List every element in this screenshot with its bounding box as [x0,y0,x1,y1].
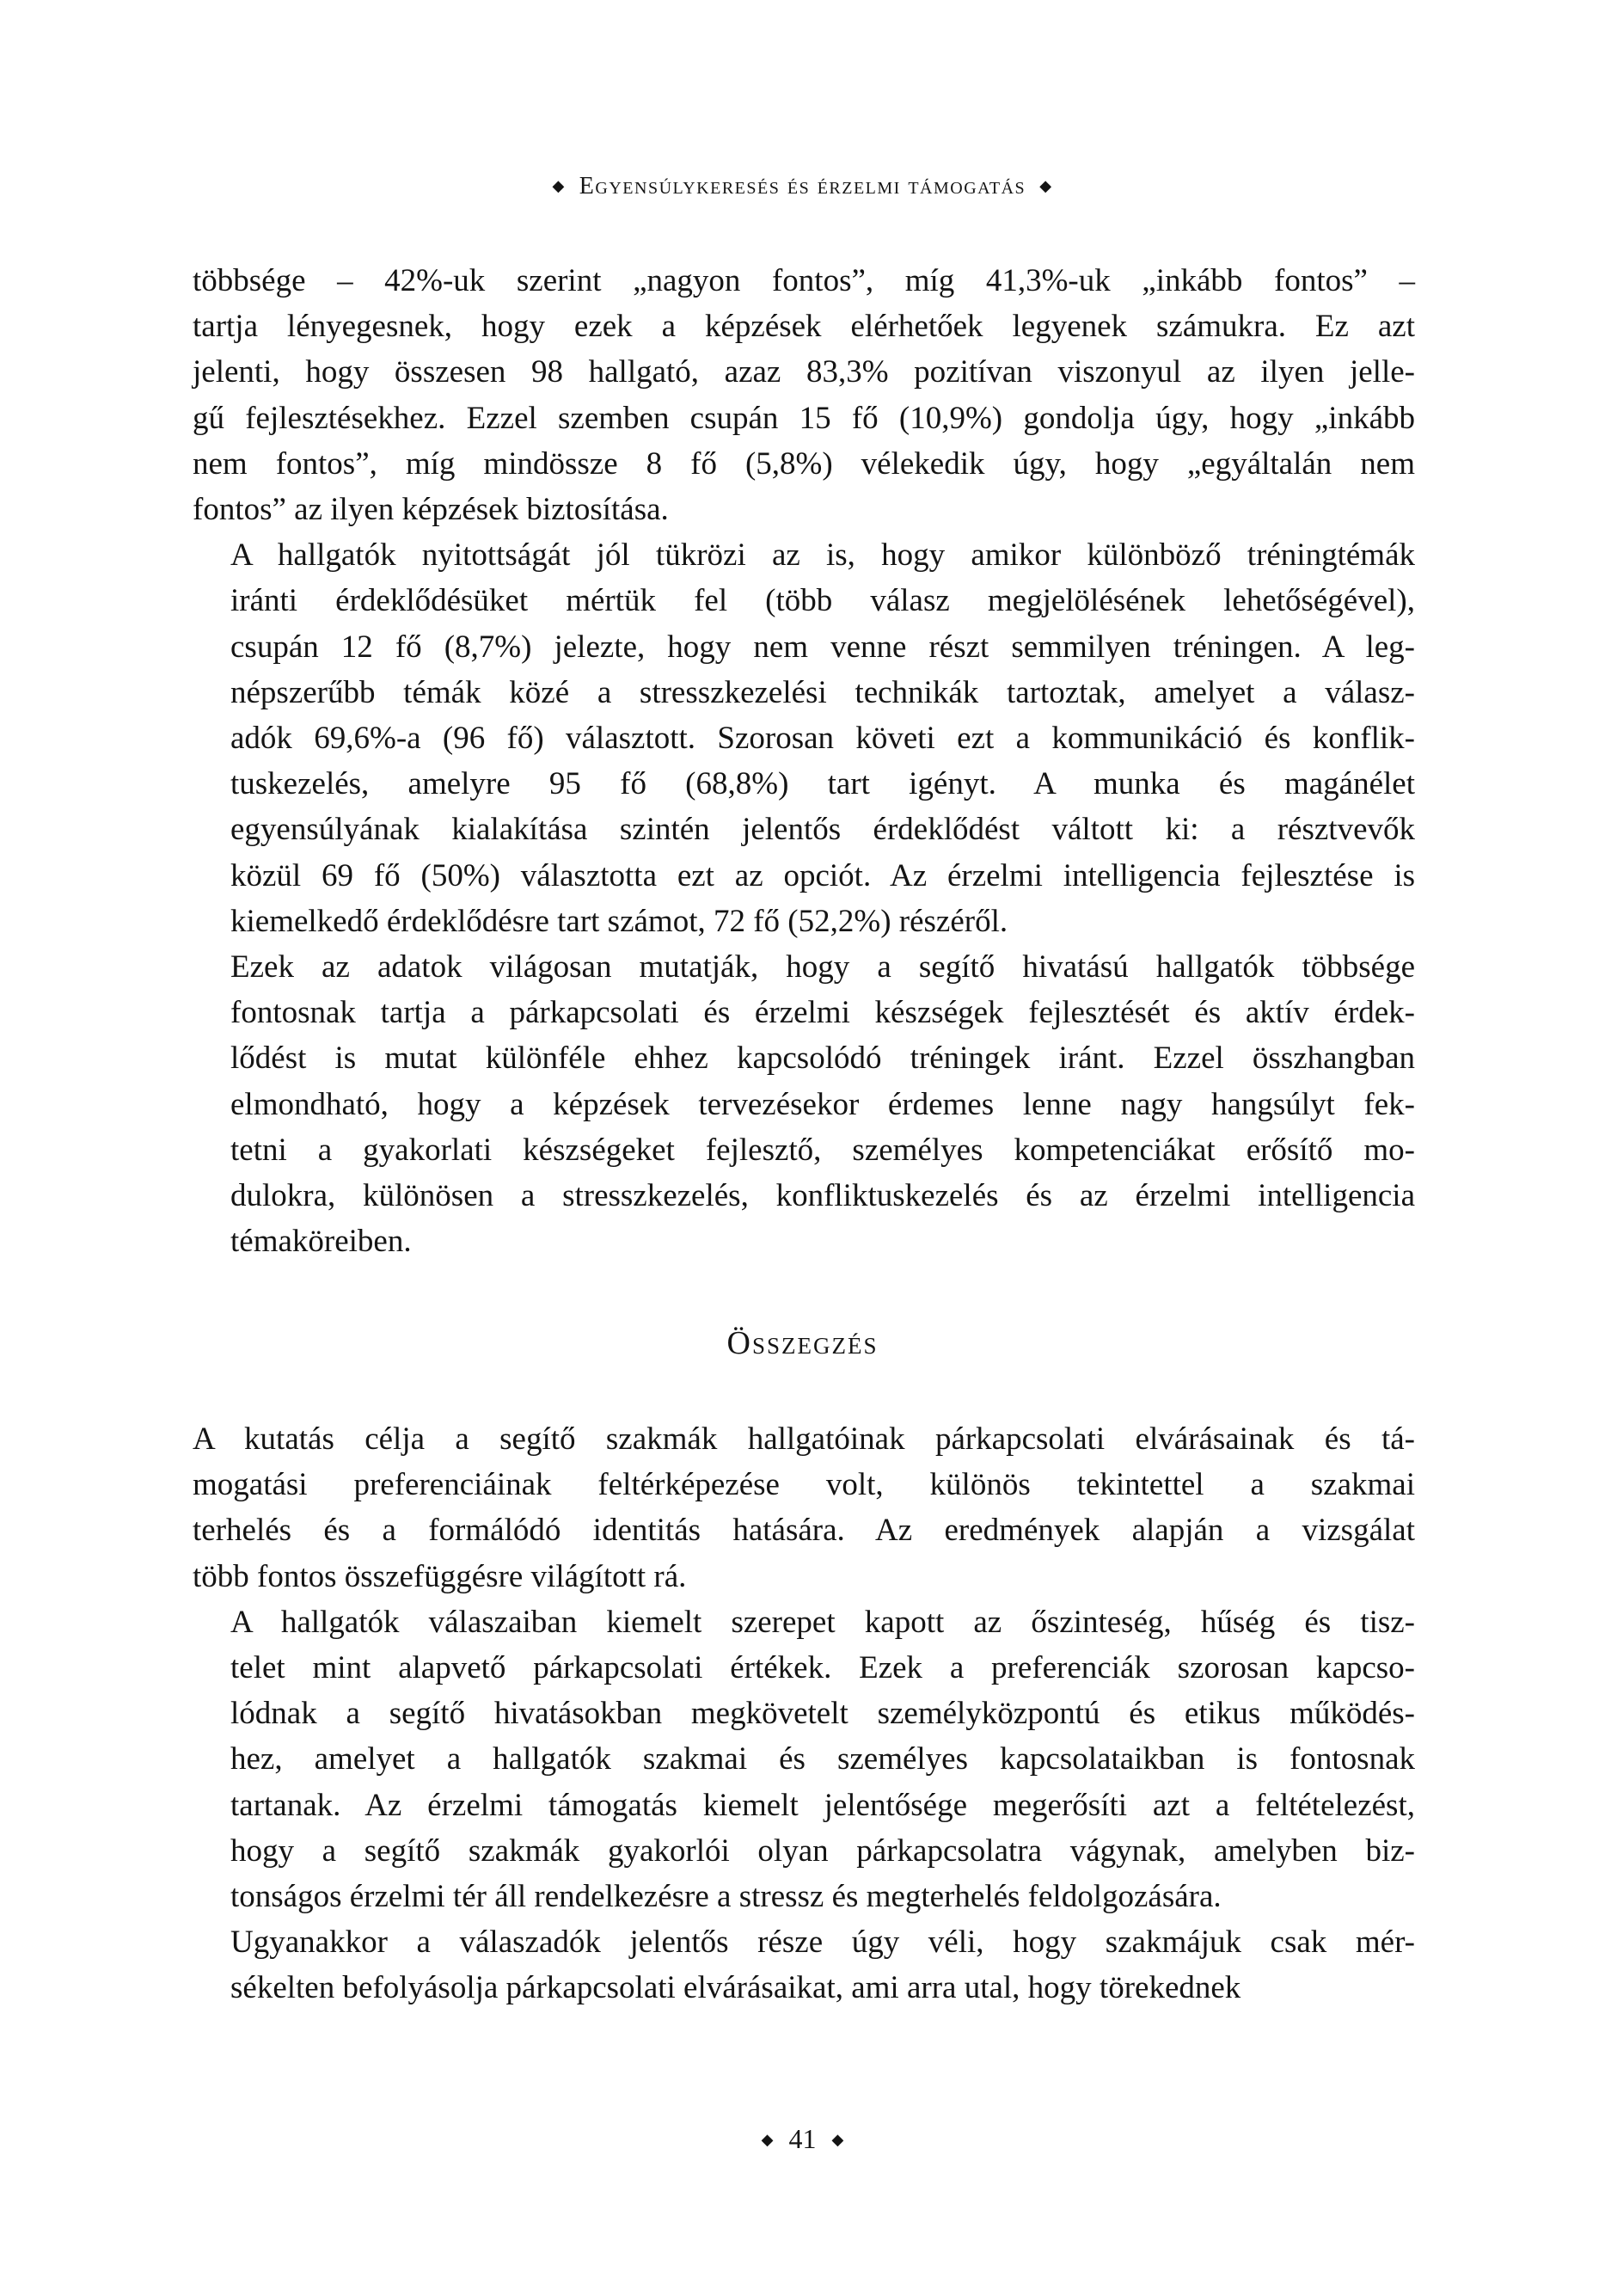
text-line: népszerűbb témák közé a stresszkezelési technikák tartoztak, amelyet a válasz- [230,674,1415,710]
body-text-after-section [193,1416,1415,2011]
text-line: Ezek az adatok világosan mutatják, hogy a segítő hivatású hallgatók többsége [230,949,1415,985]
section-heading: Összegzés [726,1325,879,1361]
body-text-before-section [193,258,1415,1264]
text-line: telet mint alapvető párkapcsolati értékek. Ezek a preferenciák szorosan kapcso- [230,1650,1415,1686]
text-line: lődést is mutat különféle ehhez kapcsolódó tréningek iránt. Ezzel összhangban [230,1041,1415,1077]
text-line: kiemelkedő érdeklődésre tart számot, 72 fő (52,2%) részéről. [230,903,1008,939]
diamond-ornament-icon: ◆ [552,177,566,194]
text-line: A kutatás célja a segítő szakmák hallgatóinak párkapcsolati elvárásainak és tá- [193,1421,1415,1457]
text-line: tetni a gyakorlati készségeket fejlesztő, személyes kompetenciákat erősítő mo- [230,1132,1415,1168]
paragraph [193,532,1415,944]
text-line: mogatási preferenciáinak feltérképezése volt, különös tekintettel a szakmai [193,1467,1415,1503]
paragraph [193,1416,1415,1599]
text-line: terhelés és a formálódó identitás hatására. Az eredmények alapján a vizsgálat [193,1513,1415,1549]
diamond-ornament-icon: ◆ [1039,177,1053,194]
page-number-footer [0,2120,1605,2158]
running-head [0,169,1605,204]
text-line: Ugyanakkor a válaszadók jelentős része úgy véli, hogy szakmájuk csak mér- [230,1925,1415,1961]
diamond-ornament-icon: ◆ [831,2131,844,2148]
text-line: A hallgatók válaszaiban kiemelt szerepet kapott az őszinteség, hűség és tisz- [230,1604,1415,1640]
text-line: több fontos összefüggésre világított rá. [193,1558,687,1594]
text-line: fontosnak tartja a párkapcsolati és érzelmi készségek fejlesztését és aktív érdek- [230,995,1415,1031]
paragraph [193,944,1415,1264]
text-line: témaköreiben. [230,1224,412,1260]
running-head-title: Egyensúlykeresés és érzelmi támogatás [579,173,1026,200]
text-line: dulokra, különösen a stresszkezelés, konfliktuskezelés és az érzelmi intelligencia [230,1178,1415,1214]
text-line: egyensúlyának kialakítása szintén jelentős érdeklődést váltott ki: a résztvevők [230,812,1415,848]
text-line: gű fejlesztésekhez. Ezzel szemben csupán 15 fő (10,9%) gondolja úgy, hogy „inkább [193,400,1415,436]
text-line: tartja lényegesnek, hogy ezek a képzések elérhetőek legyenek számukra. Ez azt [193,309,1415,345]
text-line: csupán 12 fő (8,7%) jelezte, hogy nem venne részt semmilyen tréningen. A leg- [230,629,1415,665]
text-line: tonságos érzelmi tér áll rendelkezésre a stressz és megterhelés feldolgozására. [230,1879,1222,1915]
paragraph [193,258,1415,532]
text-line: sékelten befolyásolja párkapcsolati elvárásaikat, ami arra utal, hogy törekednek [230,1970,1241,2006]
text-line: tuskezelés, amelyre 95 fő (68,8%) tart igényt. A munka és magánélet [230,766,1415,802]
text-line: közül 69 fő (50%) választotta ezt az opciót. Az érzelmi intelligencia fejlesztése is [230,857,1415,893]
text-line: többsége – 42%-uk szerint „nagyon fontos”, míg 41,3%-uk „inkább fontos” – [193,263,1415,298]
text-line: elmondható, hogy a képzések tervezésekor érdemes lenne nagy hangsúlyt fek- [230,1086,1415,1122]
text-line: lódnak a segítő hivatásokban megkövetelt személyközpontú és etikus működés- [230,1696,1415,1732]
diamond-ornament-icon: ◆ [761,2131,774,2148]
page-number: 41 [788,2123,817,2154]
text-line: fontos” az ilyen képzések biztosítása. [193,492,669,528]
text-line: nem fontos”, míg mindössze 8 fő (5,8%) vélekedik úgy, hogy „egyáltalán nem [193,445,1415,482]
text-line: hogy a segítő szakmák gyakorlói olyan párkapcsolatra vágynak, amelyben biz- [230,1833,1415,1869]
paragraph [193,1599,1415,1919]
text-line: jelenti, hogy összesen 98 hallgató, azaz 83,3% pozitívan viszonyul az ilyen jelle- [193,354,1415,390]
text-line: iránti érdeklődésüket mértük fel (több válasz megjelölésének lehetőségével), [230,583,1415,619]
text-line: adók 69,6%-a (96 fő) választott. Szorosan követi ezt a kommunikáció és konflik- [230,721,1415,757]
text-line: hez, amelyet a hallgatók szakmai és személyes kapcsolataikban is fontosnak [230,1741,1415,1777]
paragraph [193,1919,1415,2011]
text-line: A hallgatók nyitottságát jól tükrözi az is, hogy amikor különböző tréningtémák [230,537,1415,574]
text-line: tartanak. Az érzelmi támogatás kiemelt jelentősége megerősíti azt a feltételezést, [230,1787,1415,1823]
